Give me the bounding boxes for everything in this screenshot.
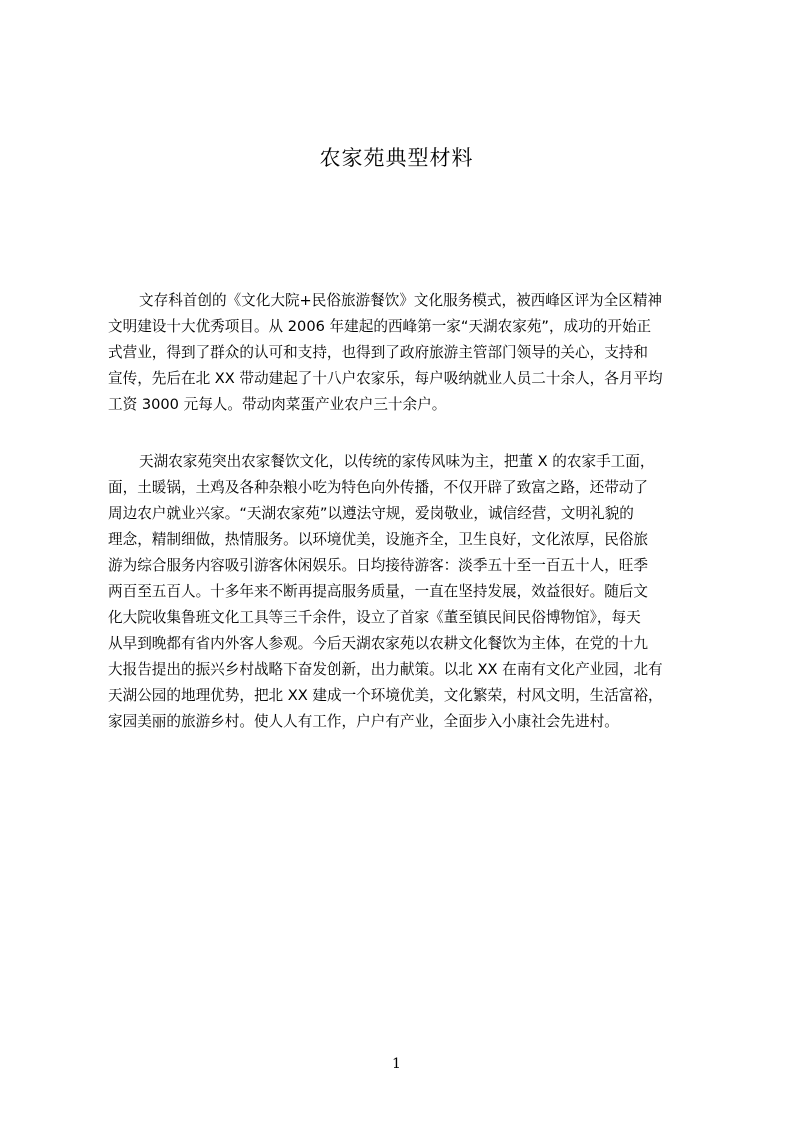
paragraph-line: 两百至五百人。十多年来不断再提高服务质量，一直在坚持发展，效益很好。随后文 bbox=[108, 583, 648, 600]
paragraph-line: 化大院收集鲁班文化工具等三千余件，设立了首家《董至镇民间民俗博物馆》，每天 bbox=[108, 609, 641, 626]
paragraph-line: 理念，精制细做，热情服务。以环境优美，设施齐全，卫生良好，文化浓厚，民俗旅 bbox=[108, 531, 648, 548]
paragraph-line: 面，土暖锅，土鸡及各种杂粮小吃为特色向外传播，不仅开辟了致富之路，还带动了 bbox=[108, 479, 648, 496]
paragraph-line: 大报告提出的振兴乡村战略下奋发创新，出力献策。以北 XX 在南有文化产业园，北有 bbox=[108, 661, 663, 678]
paragraph-line: 宣传，先后在北 XX 带动建起了十八户农家乐，每户吸纳就业人员二十余人，各月平均 bbox=[108, 370, 663, 387]
paragraph-line: 家园美丽的旅游乡村。使人人有工作，户户有产业，全面步入小康社会先进村。 bbox=[108, 713, 619, 730]
document-title: 农家苑典型材料 bbox=[319, 146, 474, 170]
page-number: 1 bbox=[392, 1056, 401, 1072]
paragraph-line: 文存科首创的《文化大院+民俗旅游餐饮》文化服务模式，被西峰区评为全区精神 bbox=[139, 292, 663, 309]
paragraph-line: 天湖公园的地理优势，把北 XX 建成一个环境优美，文化繁荣，村风文明，生活富裕， bbox=[108, 687, 663, 704]
paragraph-2 bbox=[108, 449, 700, 735]
paragraph-line: 天湖农家苑突出农家餐饮文化，以传统的家传风味为主，把董 X 的农家手工面， bbox=[139, 453, 655, 470]
paragraph-line: 文明建设十大优秀项目。从 2006 年建起的西峰第一家“天湖农家苑”，成功的开始正 bbox=[108, 318, 652, 335]
paragraph-1 bbox=[108, 288, 700, 418]
paragraph-line: 工资 3000 元每人。带动肉菜蛋产业农户三十余户。 bbox=[108, 396, 447, 413]
paragraph-line: 游为综合服务内容吸引游客休闲娱乐。日均接待游客：淡季五十至一百五十人，旺季 bbox=[108, 557, 648, 574]
paragraph-line: 从早到晚都有省内外客人参观。今后天湖农家苑以农耕文化餐饮为主体，在党的十九 bbox=[108, 635, 648, 652]
paragraph-line: 周边农户就业兴家。“天湖农家苑”以遵法守规，爱岗敬业，诚信经营，文明礼貌的 bbox=[108, 505, 634, 522]
paragraph-line: 式营业，得到了群众的认可和支持，也得到了政府旅游主管部门领导的关心，支持和 bbox=[108, 344, 648, 361]
